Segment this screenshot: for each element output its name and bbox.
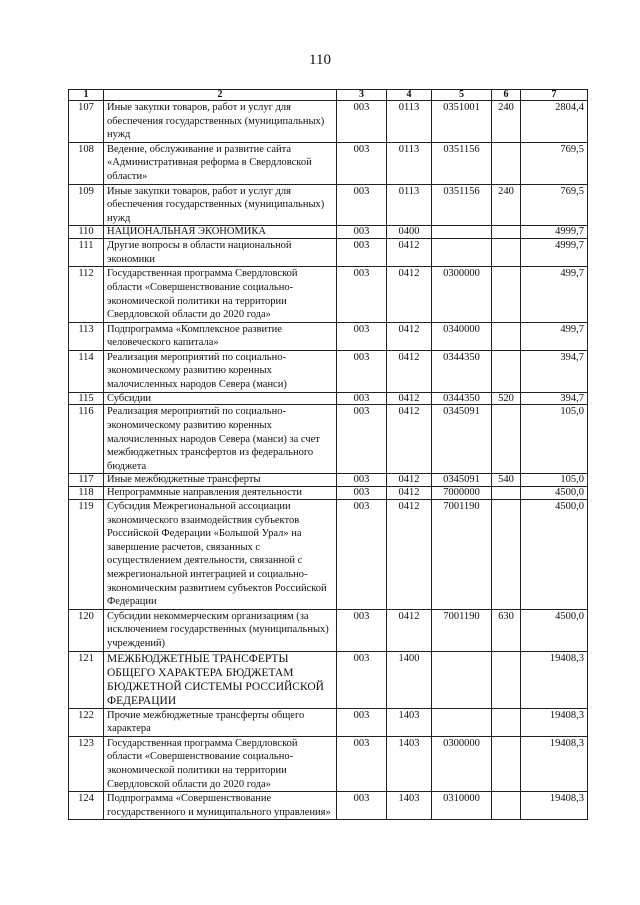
row-code-3: 003 bbox=[337, 350, 387, 392]
row-code-3: 003 bbox=[337, 322, 387, 350]
row-amount: 105,0 bbox=[521, 405, 588, 474]
row-code-4: 0412 bbox=[387, 322, 432, 350]
row-code-4: 0412 bbox=[387, 239, 432, 267]
row-code-6 bbox=[492, 708, 521, 736]
row-number: 109 bbox=[69, 184, 104, 226]
row-code-3: 003 bbox=[337, 736, 387, 791]
row-name: Другие вопросы в области национальной экономики bbox=[104, 239, 337, 267]
header-row bbox=[69, 90, 588, 101]
row-name: Подпрограмма «Совершенствование государственного и муниципального управления» bbox=[104, 792, 337, 820]
row-code-6 bbox=[492, 792, 521, 820]
row-code-5: 7001190 bbox=[432, 500, 492, 610]
table-row bbox=[69, 736, 588, 791]
row-code-3: 003 bbox=[337, 184, 387, 226]
row-code-6 bbox=[492, 487, 521, 500]
header-col-5: 5 bbox=[432, 90, 492, 101]
table-row bbox=[69, 322, 588, 350]
row-code-6 bbox=[492, 142, 521, 184]
row-code-5: 0351001 bbox=[432, 101, 492, 143]
table-row bbox=[69, 239, 588, 267]
row-amount: 2804,4 bbox=[521, 101, 588, 143]
row-code-6: 240 bbox=[492, 101, 521, 143]
row-code-4: 1400 bbox=[387, 651, 432, 708]
row-code-6: 240 bbox=[492, 184, 521, 226]
row-code-5: 0345091 bbox=[432, 474, 492, 487]
row-name: Ведение, обслуживание и развитие сайта «Административная реформа в Свердловской области» bbox=[104, 142, 337, 184]
row-code-3: 003 bbox=[337, 142, 387, 184]
row-amount: 105,0 bbox=[521, 474, 588, 487]
row-amount: 19408,3 bbox=[521, 708, 588, 736]
row-name: Субсидии некоммерческим организациям (за исключением государственных (муниципальных) учреждений) bbox=[104, 609, 337, 651]
row-name: Подпрограмма «Комплексное развитие человеческого капитала» bbox=[104, 322, 337, 350]
row-number: 119 bbox=[69, 500, 104, 610]
row-name: Иные межбюджетные трансферты bbox=[104, 474, 337, 487]
row-code-5: 0351156 bbox=[432, 142, 492, 184]
row-code-3: 003 bbox=[337, 651, 387, 708]
row-number: 113 bbox=[69, 322, 104, 350]
table-row bbox=[69, 392, 588, 405]
row-number: 115 bbox=[69, 392, 104, 405]
row-name: МЕЖБЮДЖЕТНЫЕ ТРАНСФЕРТЫ ОБЩЕГО ХАРАКТЕРА БЮДЖЕТАМ БЮДЖЕТНОЙ СИСТЕМЫ РОССИЙСКОЙ ФЕДЕРАЦИИ bbox=[104, 651, 337, 708]
row-code-3: 003 bbox=[337, 405, 387, 474]
table-row bbox=[69, 405, 588, 474]
header-col-1: 1 bbox=[69, 90, 104, 101]
row-name: Иные закупки товаров, работ и услуг для обеспечения государственных (муниципальных) нужд bbox=[104, 184, 337, 226]
row-number: 121 bbox=[69, 651, 104, 708]
row-name: Непрограммные направления деятельности bbox=[104, 487, 337, 500]
table-row bbox=[69, 500, 588, 610]
row-number: 107 bbox=[69, 101, 104, 143]
row-name: НАЦИОНАЛЬНАЯ ЭКОНОМИКА bbox=[104, 226, 337, 239]
row-code-5 bbox=[432, 226, 492, 239]
row-number: 124 bbox=[69, 792, 104, 820]
row-number: 116 bbox=[69, 405, 104, 474]
row-code-4: 0412 bbox=[387, 267, 432, 322]
row-code-6 bbox=[492, 239, 521, 267]
row-name: Реализация мероприятий по социально-экономическому развитию коренных малочисленных народов Севера (манси) за счет межбюджетных трансфертов из федерального бюджета bbox=[104, 405, 337, 474]
header-col-6: 6 bbox=[492, 90, 521, 101]
row-code-4: 0412 bbox=[387, 350, 432, 392]
table-row bbox=[69, 101, 588, 143]
row-number: 108 bbox=[69, 142, 104, 184]
row-code-4: 0412 bbox=[387, 474, 432, 487]
row-code-6 bbox=[492, 322, 521, 350]
row-number: 111 bbox=[69, 239, 104, 267]
table-row bbox=[69, 142, 588, 184]
row-name: Субсидия Межрегиональной ассоциации экономического взаимодействия субъектов Российской Федерации «Большой Урал» на завершение расчетов, связанных с осуществлением деятельности, связанной с межрегиональной интеграцией и социально-экономическим развитием субъектов Российской Федерации bbox=[104, 500, 337, 610]
row-amount: 4999,7 bbox=[521, 239, 588, 267]
row-code-3: 003 bbox=[337, 500, 387, 610]
row-code-5: 0344350 bbox=[432, 350, 492, 392]
row-code-4: 1403 bbox=[387, 708, 432, 736]
row-code-5: 0351156 bbox=[432, 184, 492, 226]
row-number: 117 bbox=[69, 474, 104, 487]
row-code-4: 0113 bbox=[387, 184, 432, 226]
row-name: Прочие межбюджетные трансферты общего характера bbox=[104, 708, 337, 736]
table-row bbox=[69, 792, 588, 820]
row-code-5: 0300000 bbox=[432, 736, 492, 791]
table-row bbox=[69, 350, 588, 392]
row-name: Субсидии bbox=[104, 392, 337, 405]
table-row bbox=[69, 267, 588, 322]
row-amount: 19408,3 bbox=[521, 736, 588, 791]
row-amount: 19408,3 bbox=[521, 651, 588, 708]
row-amount: 394,7 bbox=[521, 350, 588, 392]
row-amount: 4500,0 bbox=[521, 487, 588, 500]
row-code-6 bbox=[492, 500, 521, 610]
header-col-2: 2 bbox=[104, 90, 337, 101]
row-code-5: 0310000 bbox=[432, 792, 492, 820]
header-col-4: 4 bbox=[387, 90, 432, 101]
budget-table bbox=[68, 89, 588, 820]
row-code-3: 003 bbox=[337, 792, 387, 820]
table-row bbox=[69, 474, 588, 487]
row-code-5: 0345091 bbox=[432, 405, 492, 474]
row-amount: 499,7 bbox=[521, 267, 588, 322]
row-code-3: 003 bbox=[337, 487, 387, 500]
row-amount: 499,7 bbox=[521, 322, 588, 350]
row-number: 122 bbox=[69, 708, 104, 736]
row-code-6 bbox=[492, 736, 521, 791]
row-code-5 bbox=[432, 708, 492, 736]
row-number: 123 bbox=[69, 736, 104, 791]
row-code-6 bbox=[492, 350, 521, 392]
row-code-5: 7000000 bbox=[432, 487, 492, 500]
table-row bbox=[69, 184, 588, 226]
row-number: 114 bbox=[69, 350, 104, 392]
row-code-4: 0113 bbox=[387, 142, 432, 184]
row-code-4: 0412 bbox=[387, 405, 432, 474]
row-code-5 bbox=[432, 651, 492, 708]
row-code-6 bbox=[492, 267, 521, 322]
row-amount: 19408,3 bbox=[521, 792, 588, 820]
row-code-3: 003 bbox=[337, 101, 387, 143]
row-code-4: 0412 bbox=[387, 609, 432, 651]
row-code-6: 540 bbox=[492, 474, 521, 487]
row-name: Государственная программа Свердловской области «Совершенствование социально-экономической политики на территории Свердловской области до 2020 года» bbox=[104, 736, 337, 791]
row-code-4: 1403 bbox=[387, 792, 432, 820]
table-row bbox=[69, 651, 588, 708]
row-code-6 bbox=[492, 405, 521, 474]
row-code-4: 0412 bbox=[387, 500, 432, 610]
row-amount: 394,7 bbox=[521, 392, 588, 405]
row-name: Иные закупки товаров, работ и услуг для обеспечения государственных (муниципальных) нужд bbox=[104, 101, 337, 143]
row-code-3: 003 bbox=[337, 392, 387, 405]
row-code-5: 7001190 bbox=[432, 609, 492, 651]
row-number: 118 bbox=[69, 487, 104, 500]
row-code-6: 630 bbox=[492, 609, 521, 651]
table-row bbox=[69, 226, 588, 239]
row-code-4: 0113 bbox=[387, 101, 432, 143]
page-number: 110 bbox=[309, 52, 331, 68]
row-code-5 bbox=[432, 239, 492, 267]
row-code-3: 003 bbox=[337, 609, 387, 651]
row-amount: 4500,0 bbox=[521, 609, 588, 651]
row-code-3: 003 bbox=[337, 474, 387, 487]
row-amount: 769,5 bbox=[521, 142, 588, 184]
row-code-3: 003 bbox=[337, 239, 387, 267]
row-code-6: 520 bbox=[492, 392, 521, 405]
row-code-6 bbox=[492, 226, 521, 239]
row-name: Государственная программа Свердловской области «Совершенствование социально-экономической политики на территории Свердловской области до 2020 года» bbox=[104, 267, 337, 322]
row-amount: 769,5 bbox=[521, 184, 588, 226]
row-code-6 bbox=[492, 651, 521, 708]
row-name: Реализация мероприятий по социально-экономическому развитию коренных малочисленных народов Севера (манси) bbox=[104, 350, 337, 392]
row-number: 120 bbox=[69, 609, 104, 651]
table-row bbox=[69, 487, 588, 500]
row-number: 112 bbox=[69, 267, 104, 322]
table-row bbox=[69, 708, 588, 736]
row-number: 110 bbox=[69, 226, 104, 239]
row-code-5: 0340000 bbox=[432, 322, 492, 350]
row-code-4: 0412 bbox=[387, 487, 432, 500]
header-col-7: 7 bbox=[521, 90, 588, 101]
table-row bbox=[69, 609, 588, 651]
row-code-3: 003 bbox=[337, 708, 387, 736]
row-code-5: 0344350 bbox=[432, 392, 492, 405]
row-amount: 4500,0 bbox=[521, 500, 588, 610]
header-col-3: 3 bbox=[337, 90, 387, 101]
row-code-5: 0300000 bbox=[432, 267, 492, 322]
row-code-3: 003 bbox=[337, 226, 387, 239]
row-code-4: 0412 bbox=[387, 392, 432, 405]
row-code-3: 003 bbox=[337, 267, 387, 322]
row-code-4: 1403 bbox=[387, 736, 432, 791]
row-amount: 4999,7 bbox=[521, 226, 588, 239]
row-code-4: 0400 bbox=[387, 226, 432, 239]
